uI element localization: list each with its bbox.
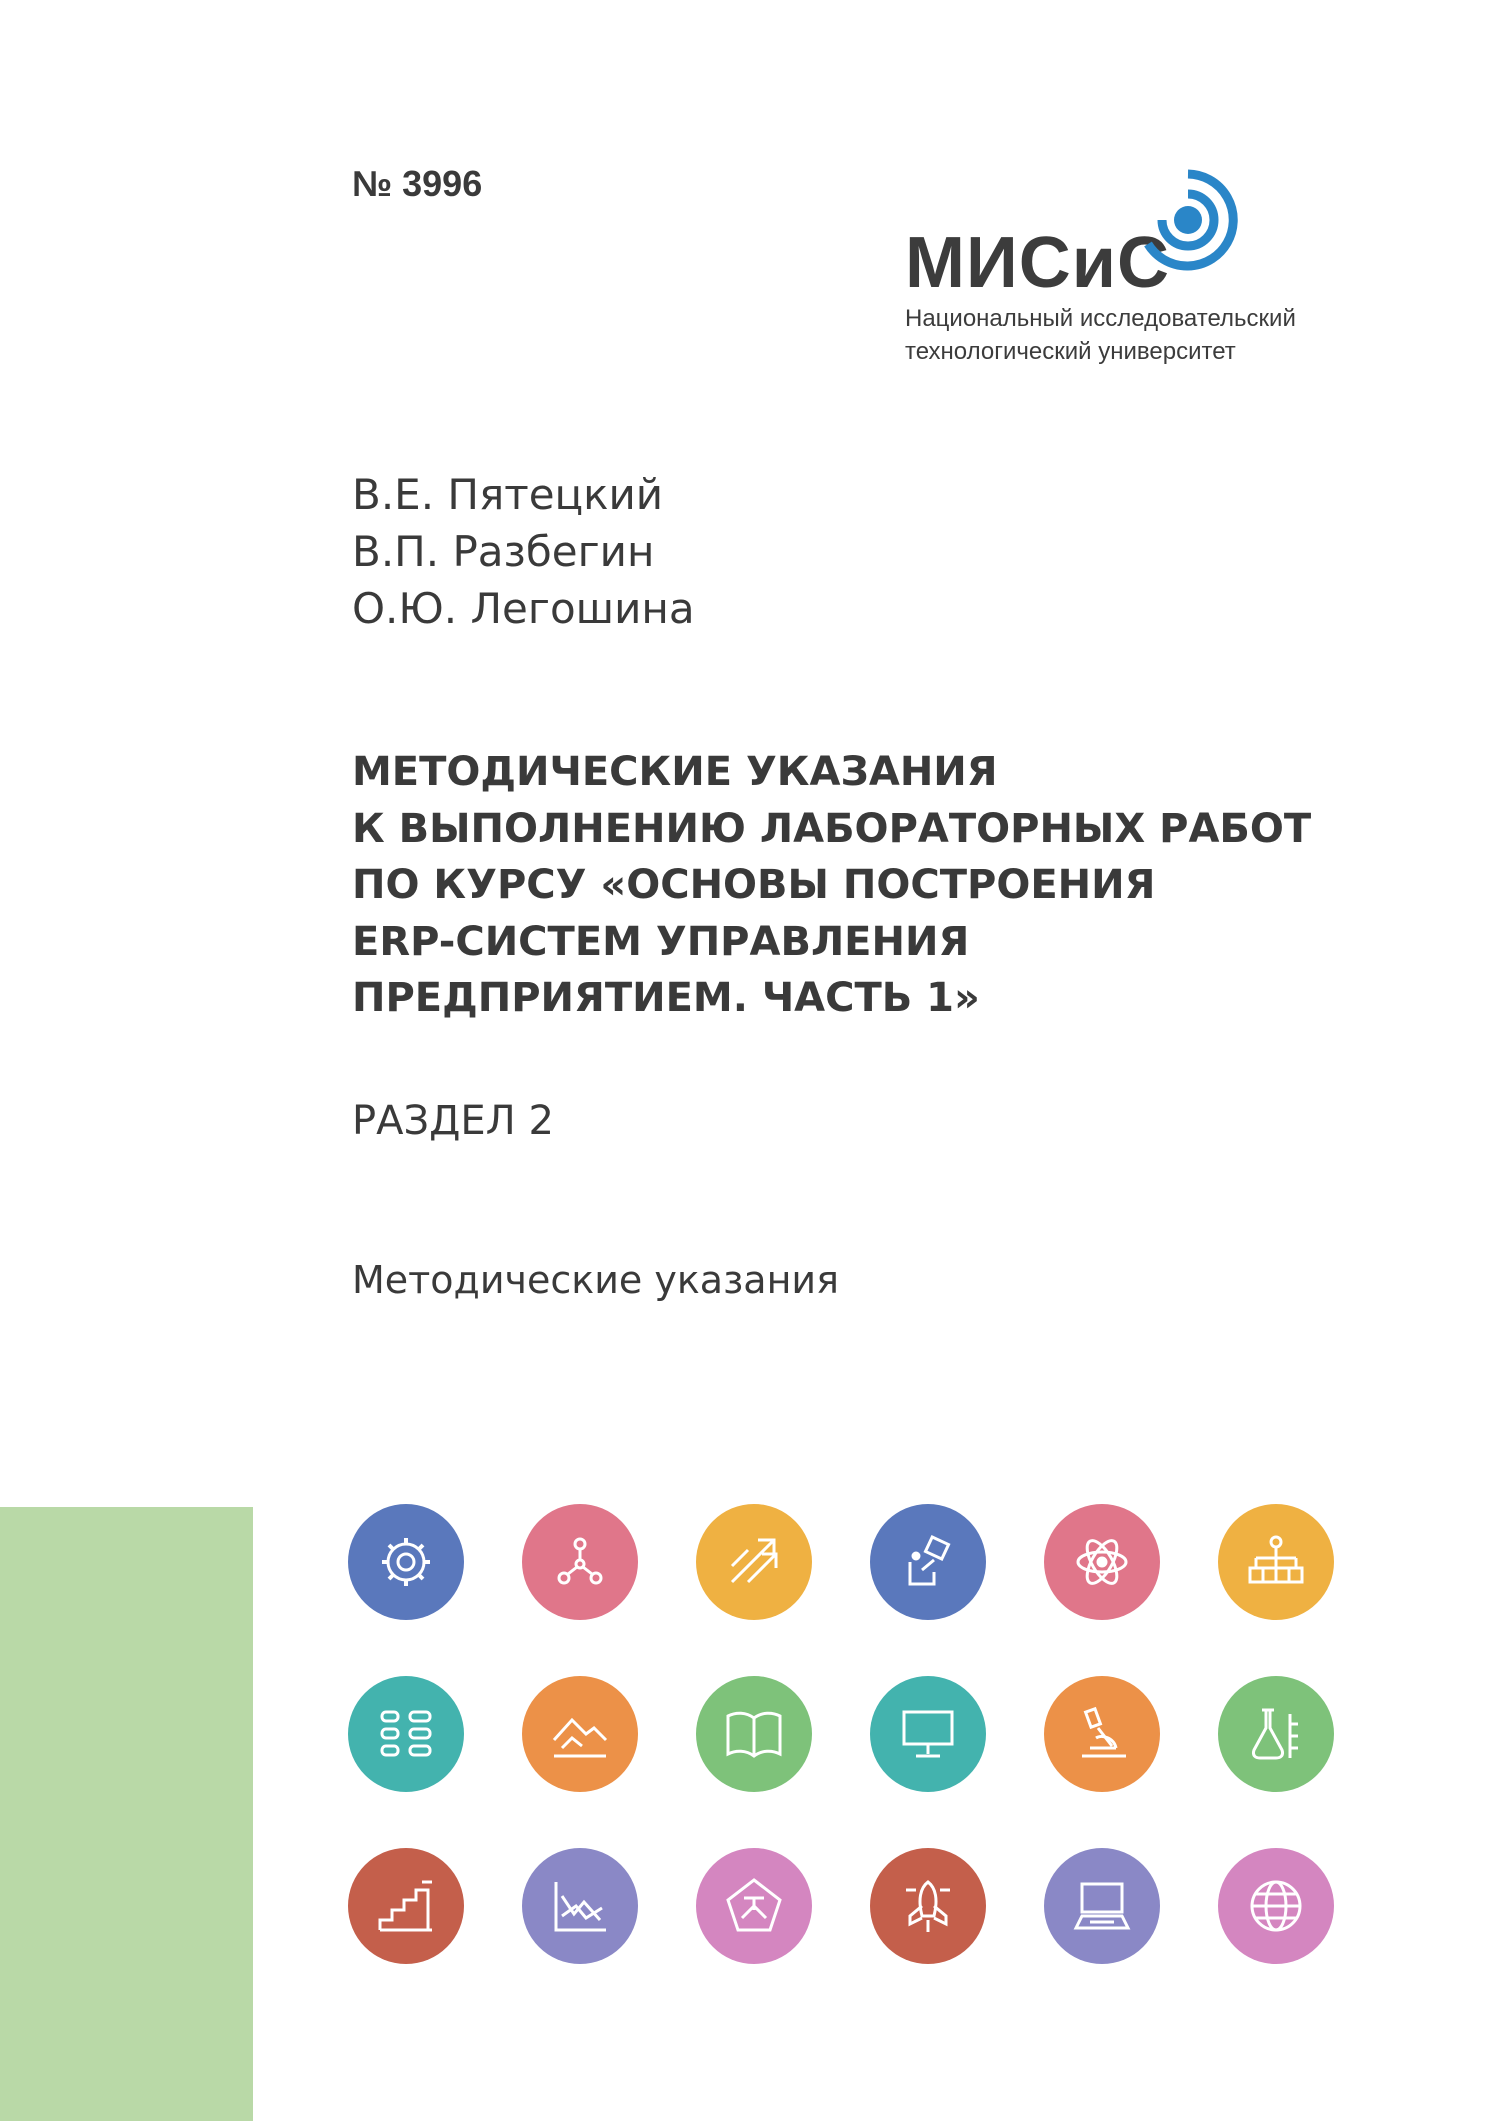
logo-wordmark: МИСиС xyxy=(905,223,1170,303)
flask-icon xyxy=(1218,1676,1334,1792)
rocket-icon xyxy=(870,1848,986,1964)
ladle-icon xyxy=(870,1504,986,1620)
gear-icon xyxy=(348,1504,464,1620)
section-label: РАЗДЕЛ 2 xyxy=(352,1098,554,1144)
title-line: ПО КУРСУ «ОСНОВЫ ПОСТРОЕНИЯ xyxy=(352,862,1156,908)
title-line: МЕТОДИЧЕСКИЕ УКАЗАНИЯ xyxy=(352,749,998,795)
mountain-icon xyxy=(522,1676,638,1792)
hierarchy-icon xyxy=(1218,1504,1334,1620)
document-title xyxy=(352,744,1311,1027)
pentagon-icon xyxy=(696,1848,812,1964)
globe-icon xyxy=(1218,1848,1334,1964)
logo-tagline xyxy=(905,302,1296,368)
author: О.Ю. Легошина xyxy=(352,584,695,633)
author: В.П. Разбегин xyxy=(352,527,655,576)
laptop-icon xyxy=(1044,1848,1160,1964)
arrows-icon xyxy=(696,1504,812,1620)
title-line: К ВЫПОЛНЕНИЮ ЛАБОРАТОРНЫХ РАБОТ xyxy=(352,805,1312,852)
green-side-bar xyxy=(0,1507,253,2121)
abacus-icon xyxy=(348,1676,464,1792)
document-number: № 3996 xyxy=(352,163,483,204)
title-line: ERP-СИСТЕМ УПРАВЛЕНИЯ xyxy=(352,918,970,965)
tagline-line: технологический университет xyxy=(905,338,1236,365)
university-logo xyxy=(905,160,1365,370)
document-type: Методические указания xyxy=(352,1258,839,1302)
microscope-icon xyxy=(1044,1676,1160,1792)
stairs-icon xyxy=(348,1848,464,1964)
authors-list xyxy=(352,466,695,637)
line-chart-icon xyxy=(522,1848,638,1964)
monitor-icon xyxy=(870,1676,986,1792)
book-icon xyxy=(696,1676,812,1792)
logo-signal-icon xyxy=(1110,160,1240,290)
title-line: ПРЕДПРИЯТИЕМ. ЧАСТЬ 1» xyxy=(352,975,980,1021)
author: В.Е. Пятецкий xyxy=(352,470,664,519)
molecule-icon xyxy=(522,1504,638,1620)
tagline-line: Национальный исследовательский xyxy=(905,305,1296,332)
atom-icon xyxy=(1044,1504,1160,1620)
